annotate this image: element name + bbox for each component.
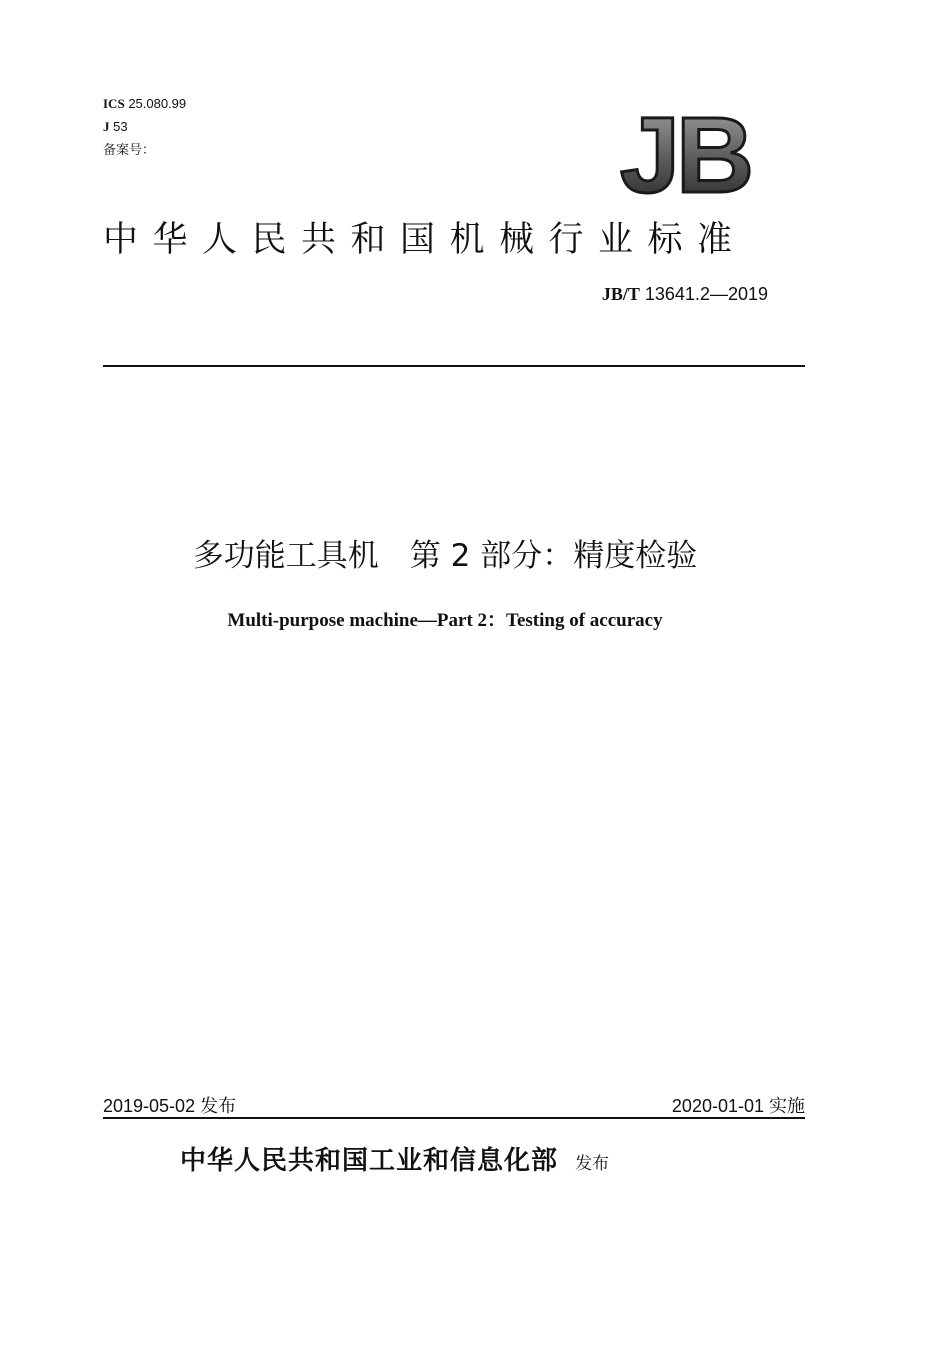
implementation-date: 2020-01-01 实施 <box>671 1096 805 1116</box>
ics-prefix: ICS <box>103 96 125 111</box>
standard-number <box>602 284 768 305</box>
classification-code <box>103 119 128 135</box>
standard-number-value: 13641.2—2019 <box>644 284 768 304</box>
header-divider <box>103 365 805 367</box>
issue-date: 2019-05-02 发布 <box>103 1096 237 1116</box>
document-title-chinese: 多功能工具机 第 2 部分：精度检验 <box>192 538 698 574</box>
jb-logo <box>600 102 770 202</box>
standard-number-prefix: JB/T <box>601 284 640 304</box>
document-title-english: Multi-purpose machine—Part 2：Testing of accuracy <box>227 610 663 631</box>
publisher-name: 中华人民共和国工业和信息化部 <box>180 1146 559 1176</box>
footer-divider <box>103 1117 805 1119</box>
publisher-suffix: 发布 <box>575 1154 610 1174</box>
ics-code <box>103 96 186 112</box>
publisher <box>180 1140 609 1177</box>
record-number-label: 备案号： <box>103 142 156 157</box>
standard-category-heading: 中华人民共和国机械行业标准 <box>103 220 747 260</box>
j-number: 53 <box>113 119 128 134</box>
ics-number: 25.080.99 <box>128 96 187 111</box>
j-prefix: J <box>103 119 110 134</box>
jb-logo-text: JB <box>619 102 751 202</box>
